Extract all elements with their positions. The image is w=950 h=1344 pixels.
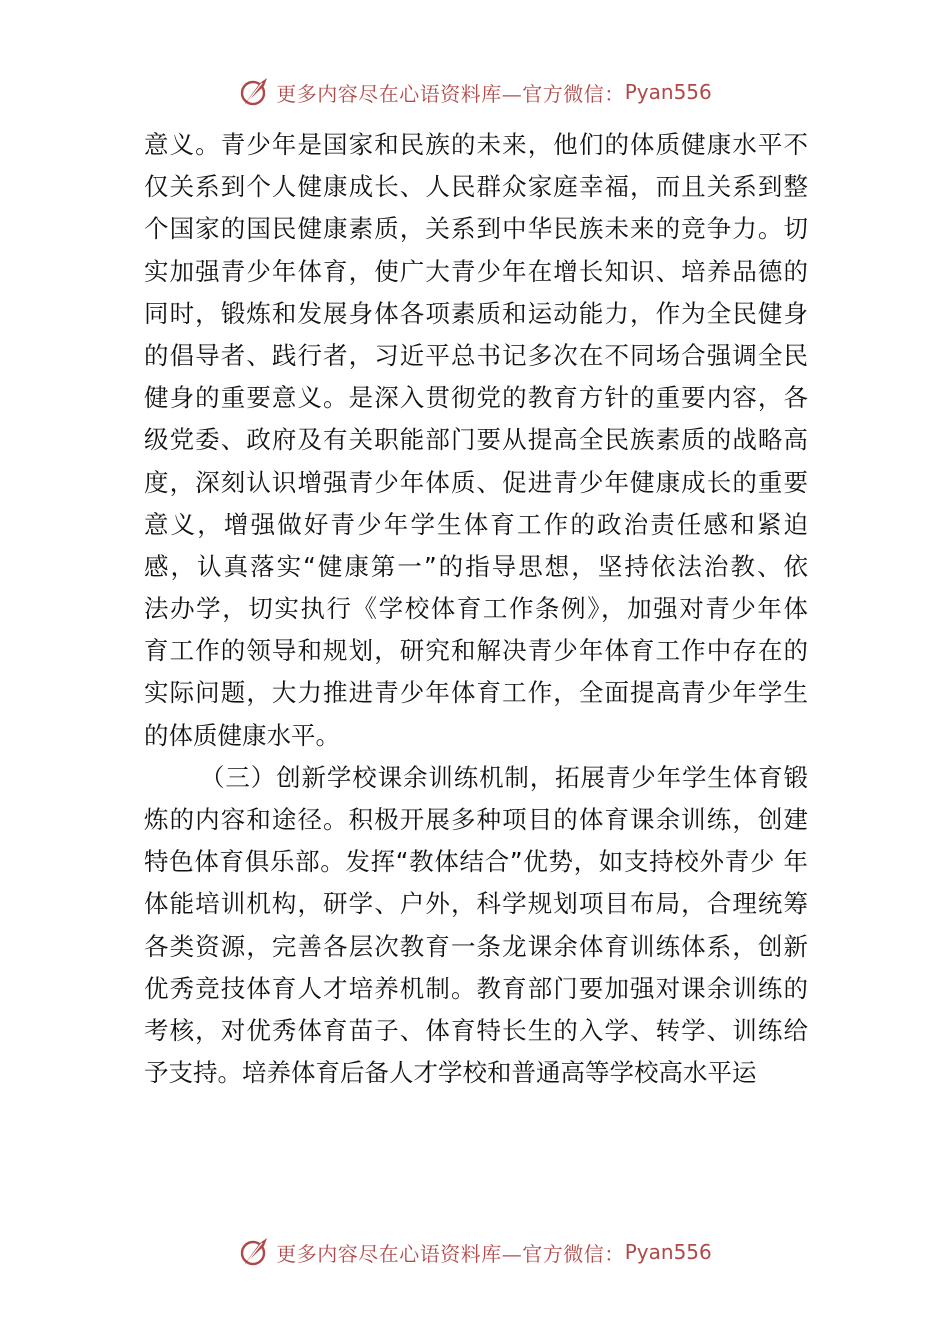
text-line: 仅关系到个人健康成长、人民群众家庭幸福，而且关系到整 <box>144 172 808 202</box>
text-line: 意义。青少年是国家和民族的未来，他们的体质健康水平不 <box>144 130 808 159</box>
text-line: 感，认真落实“健康第一”的指导思想，坚持依法治教、依 <box>144 551 808 581</box>
header-banner <box>0 72 950 112</box>
footer-banner <box>0 1232 950 1272</box>
text-line: 育工作的领导和规划，研究和解决青少年体育工作中存在的 <box>144 636 808 666</box>
text-line: 的体质健康水平。 <box>144 720 340 750</box>
text-line: 体能培训机构，研学、户外，科学规划项目布局，合理统筹 <box>144 889 808 919</box>
quill-pen-logo-icon <box>238 1235 272 1269</box>
text-line: 实加强青少年体育，使广大青少年在增长知识、培养品德的 <box>144 256 808 286</box>
paragraph-1 <box>144 124 808 757</box>
text-line: 法办学，切实执行《学校体育工作条例》，加强对青少年体 <box>144 594 808 624</box>
quill-pen-logo-icon <box>238 75 272 109</box>
text-line: 优秀竞技体育人才培养机制。教育部门要加强对课余训练的 <box>144 973 808 1003</box>
header-banner-text: 更多内容尽在心语资料库—官方微信： <box>276 81 625 106</box>
header-wechat-id: Pyan556 <box>624 80 712 104</box>
text-line: 个国家的国民健康素质，关系到中华民族未来的竞争力。切 <box>144 214 808 244</box>
text-line: （三）创新学校课余训练机制，拓展青少年学生体育锻 <box>200 762 808 792</box>
paragraph-2 <box>144 757 808 1095</box>
text-line: 特色体育俱乐部。发挥“教体结合”优势，如支持校外青少 年 <box>144 847 808 877</box>
text-line: 炼的内容和途径。积极开展多种项目的体育课余训练，创建 <box>144 805 808 834</box>
text-line: 健身的重要意义。是深入贯彻党的教育方针的重要内容，各 <box>144 383 808 413</box>
text-line: 级党委、政府及有关职能部门要从提高全民族素质的战略高 <box>144 425 808 455</box>
footer-wechat-id: Pyan556 <box>624 1240 712 1264</box>
text-line: 的倡导者、践行者，习近平总书记多次在不同场合强调全民 <box>144 340 808 370</box>
text-line: 同时，锻炼和发展身体各项素质和运动能力，作为全民健身 <box>144 298 808 328</box>
text-line: 予支持。培养体育后备人才学校和普通高等学校高水平运 <box>144 1058 757 1088</box>
text-line: 各类资源，完善各层次教育一条龙课余体育训练体系，创新 <box>144 931 808 961</box>
text-line: 考核，对优秀体育苗子、体育特长生的入学、转学、训练给 <box>144 1015 808 1045</box>
text-line: 度，深刻认识增强青少年体质、促进青少年健康成长的重要 <box>144 467 808 497</box>
document-body <box>144 124 808 1094</box>
footer-banner-text: 更多内容尽在心语资料库—官方微信： <box>276 1241 625 1266</box>
text-line: 意义，增强做好青少年学生体育工作的政治责任感和紧迫 <box>144 509 808 539</box>
text-line: 实际问题，大力推进青少年体育工作，全面提高青少年学生 <box>144 678 808 708</box>
